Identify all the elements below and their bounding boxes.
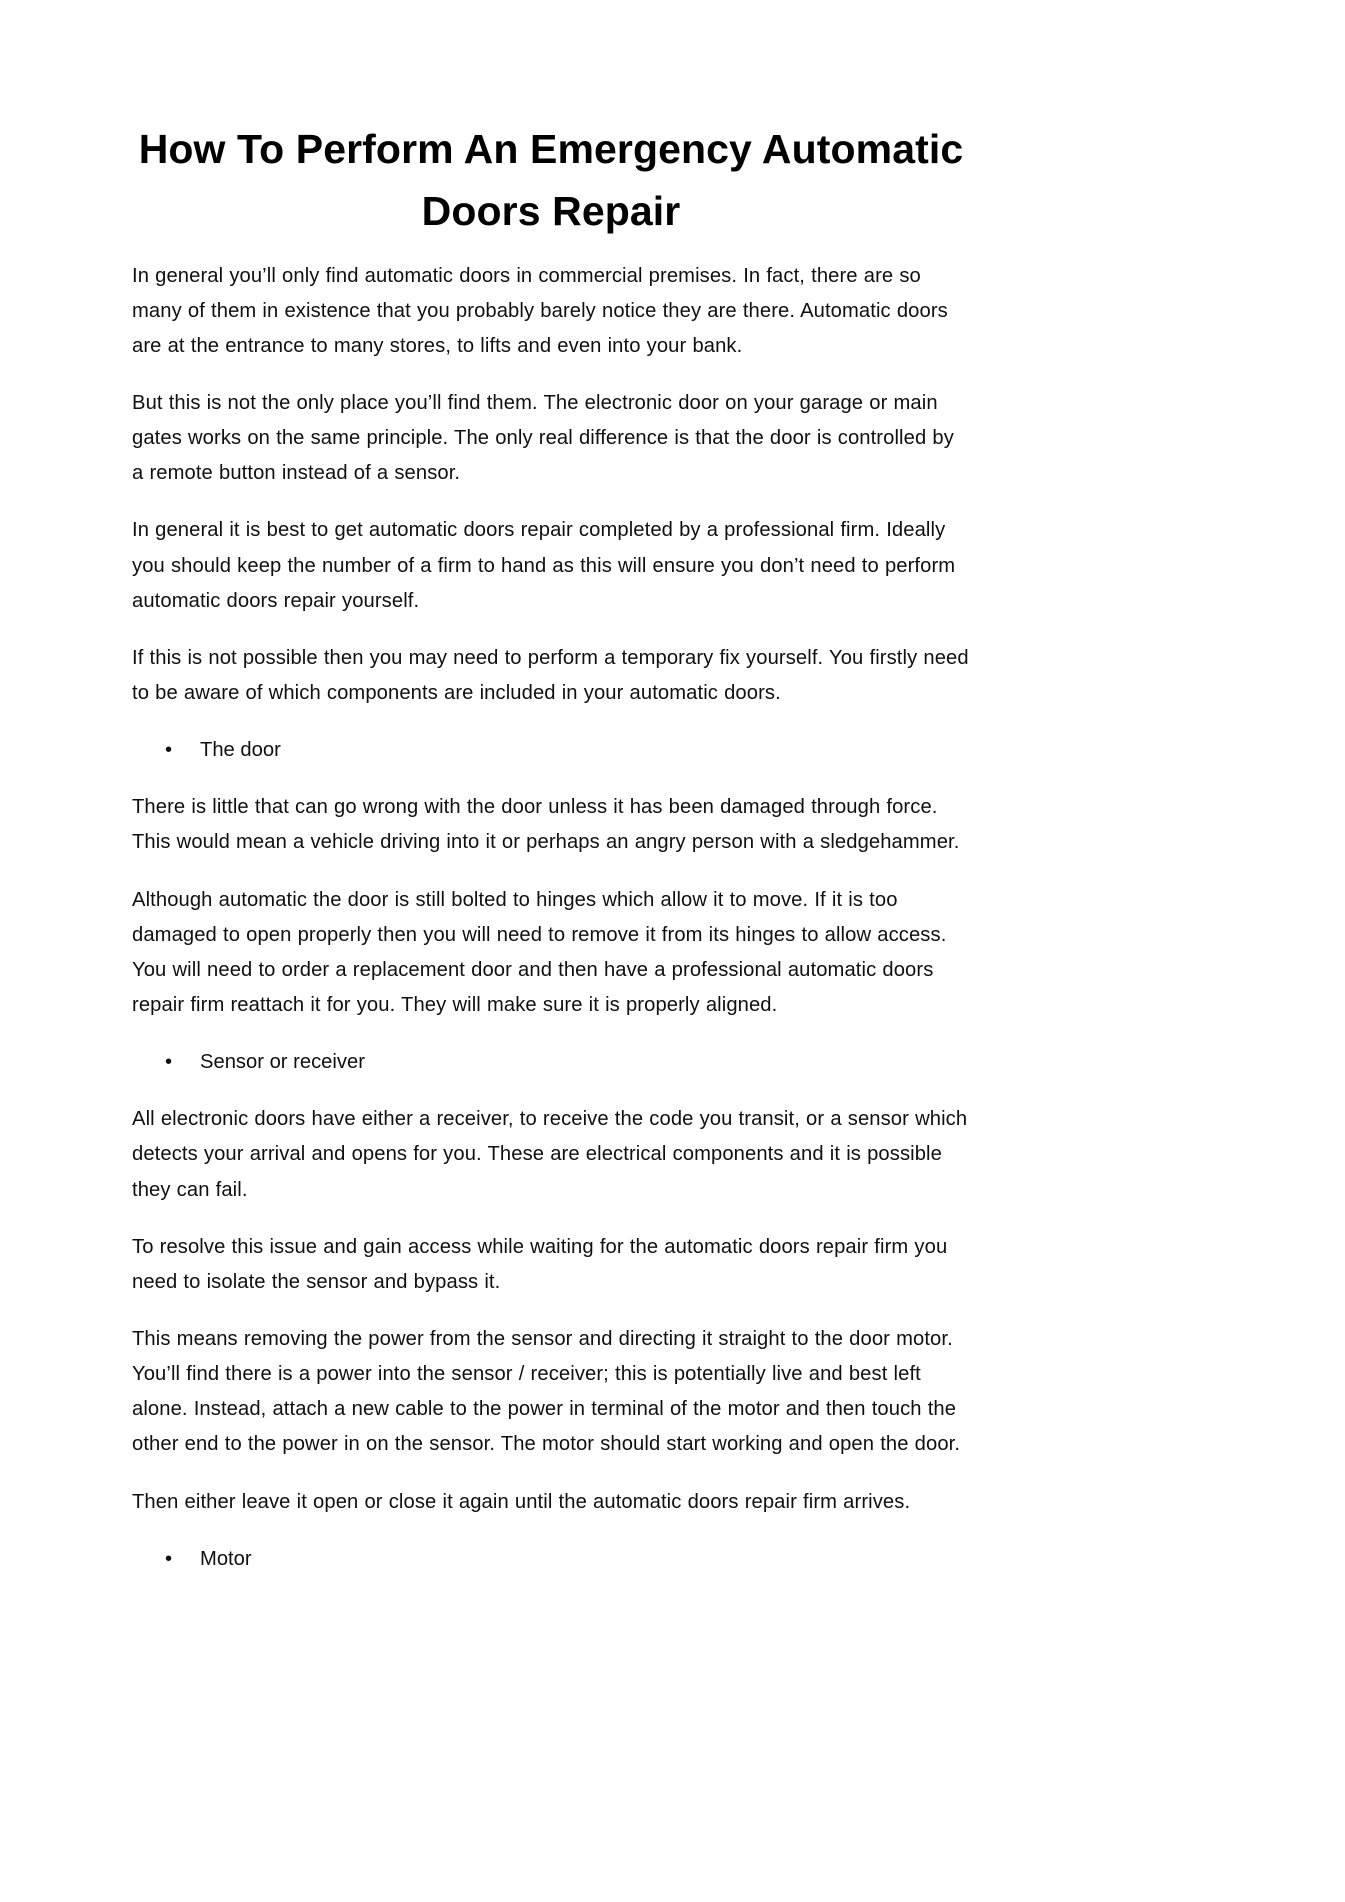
bullet-list <box>132 1542 970 1577</box>
paragraph-door-damage: There is little that can go wrong with the door unless it has been damaged through force. This would mean a vehicle driving into it or perhaps an angry person with a sledgehammer. <box>132 796 960 854</box>
bullet-label: The door <box>200 739 281 762</box>
page-title-line-1: How To Perform An Emergency Automatic <box>138 126 964 172</box>
bullet-the-door <box>132 733 970 768</box>
bullet-dot-icon: • <box>165 1547 173 1570</box>
paragraph-intro: In general you’ll only find automatic doors in commercial premises. In fact, there are so many of them in existence that you probably barely notice they are there. Automatic doors are at the entrance to many stores, to lifts and even into your bank. <box>132 264 948 357</box>
paragraph-leave-open-or-close: Then either leave it open or close it again until the automatic doors repair firm arrives. <box>132 1490 911 1513</box>
paragraph-door-hinges: Although automatic the door is still bolted to hinges which allow it to move. If it is too damaged to open properly then you will need to remove it from its hinges to allow access. You will need to order a replacement door and then have a professional automatic doors repair firm reattach it for you. They will make sure it is properly aligned. <box>132 888 947 1017</box>
bullet-sensor-or-receiver <box>132 1045 970 1080</box>
paragraph-electronic-doors: All electronic doors have either a receiver, to receive the code you transit, or a sensor which detects your arrival and opens for you. These are electrical components and it is possible they can fail. <box>132 1108 968 1201</box>
paragraph-bypass-instructions: This means removing the power from the sensor and directing it straight to the door motor. You’ll find there is a power into the sensor / receiver; this is potentially live and best left alone. Instead, attach a new cable to the power in terminal of the motor and then touch the other end to the power in on the sensor. The motor should start working and open the door. <box>132 1328 961 1456</box>
document-body <box>132 118 970 1599</box>
paragraph-isolate-sensor: To resolve this issue and gain access while waiting for the automatic doors repair firm you need to isolate the sensor and bypass it. <box>132 1235 948 1293</box>
bullet-list <box>132 1045 970 1080</box>
bullet-label: Sensor or receiver <box>200 1051 365 1074</box>
page-title <box>132 118 970 243</box>
bullet-list <box>132 733 970 768</box>
bullet-dot-icon: • <box>165 1051 173 1074</box>
paragraph-professional-firm: In general it is best to get automatic doors repair completed by a professional firm. Ideally you should keep the number of a firm to hand as this will ensure you don’t need to perform automatic doors repair yourself. <box>132 519 956 612</box>
paragraph-temporary-fix: If this is not possible then you may need to perform a temporary fix yourself. You firstly need to be aware of which components are included in your automatic doors. <box>132 646 969 705</box>
document-content-blocks <box>132 259 970 1577</box>
bullet-motor <box>132 1542 970 1577</box>
paragraph-other-places: But this is not the only place you’ll find them. The electronic door on your garage or main gates works on the same principle. The only real difference is that the door is controlled by a remote button instead of a sensor. <box>132 392 954 485</box>
page-title-line-2: Doors Repair <box>421 188 681 235</box>
bullet-dot-icon: • <box>165 739 173 762</box>
bullet-label: Motor <box>200 1547 252 1570</box>
